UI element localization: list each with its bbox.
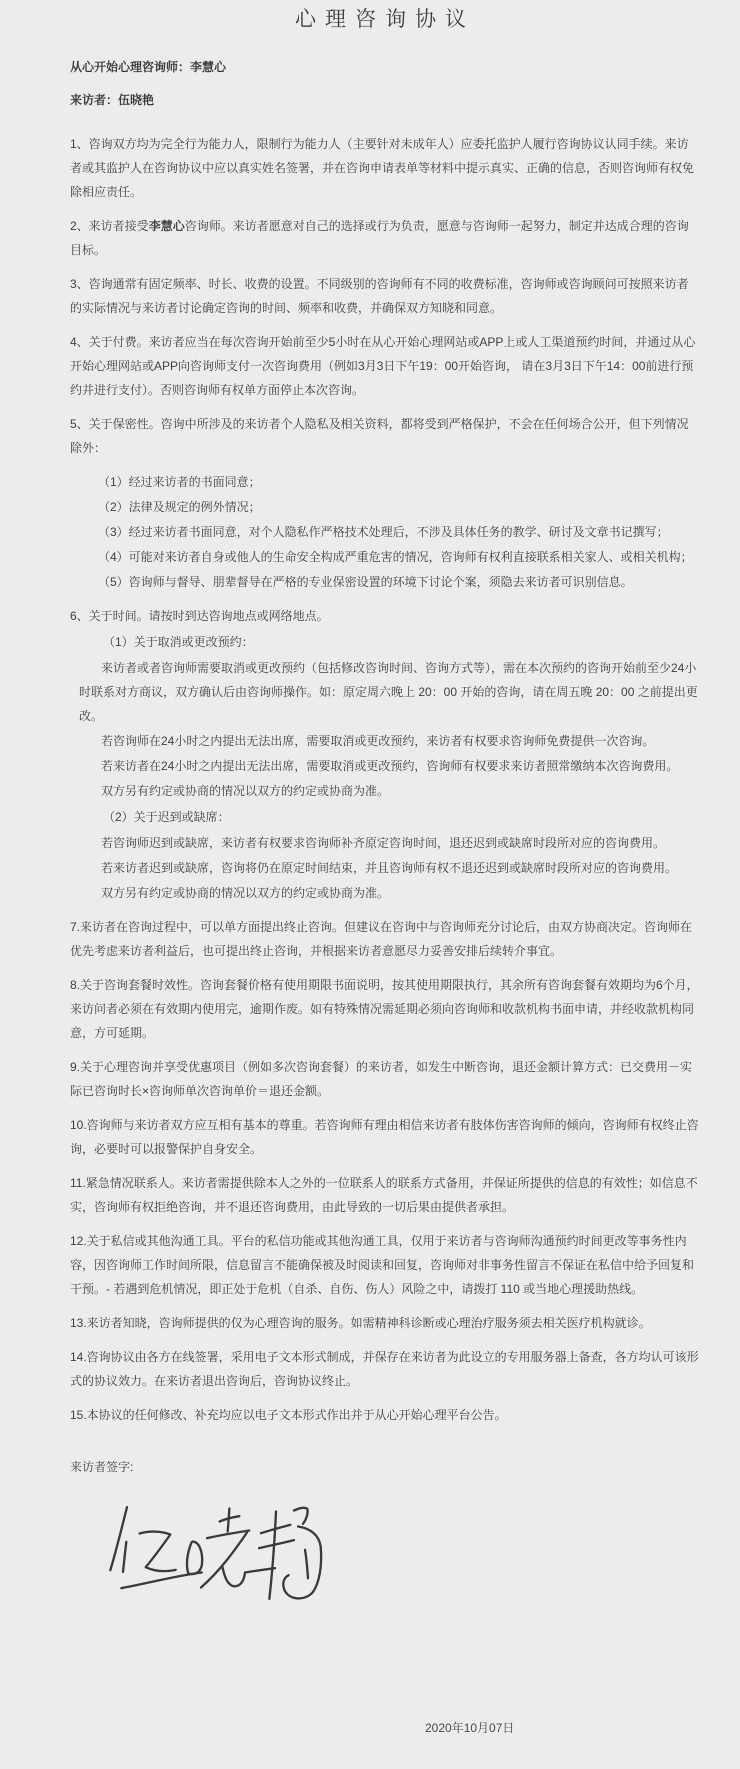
clause-14: 14.咨询协议由各方在线签署，采用电子文本形式制成，并保存在来访者为此设立的专用服务器上备查，各方均认可该形式的协议效力。在来访者退出咨询后，咨询协议终止。	[70, 1350, 699, 1388]
clause-1: 1、咨询双方均为完全行为能力人，限制行为能力人（主要针对未成年人）应委托监护人履行咨询协议认同手续。来访者或其监护人在咨询协议中应以真实姓名签署，并在咨询申请表单等材料中提示真实、正确的信息，否则咨询师有权免除相应责任。	[70, 137, 695, 199]
clause-6-sub1-p3: 若来访者在24小时之内提出无法出席，需要取消或更改预约，咨询师有权要求来访者照常缴纳本次咨询费用。	[101, 759, 679, 773]
clause-2-counselor-name: 李慧心	[148, 219, 185, 233]
clause-6-sub2-title: （2）关于迟到或缺席：	[103, 810, 230, 824]
clause-6-sub1-title: （1）关于取消或更改预约：	[103, 635, 254, 649]
clause-9: 9.关于心理咨询并享受优惠项目（例如多次咨询套餐）的来访者，如发生中断咨询，退还金额计算方式：已交费用－实际已咨询时长×咨询师单次咨询单价＝退还金额。	[70, 1060, 693, 1098]
clause-5-item-4: （4）可能对来访者自身或他人的生命安全构成严重危害的情况，咨询师有权利直接联系相关家人、或相关机构；	[98, 550, 693, 564]
clause-6-sub2-p2: 若来访者迟到或缺席，咨询将仍在原定时间结束，并且咨询师有权不退还迟到或缺席时段所对应的咨询费用。	[101, 861, 678, 875]
visitor-signature-image	[108, 1501, 328, 1608]
clause-13: 13.来访者知晓，咨询师提供的仅为心理咨询的服务。如需精神科诊断或心理治疗服务须去相关医疗机构就诊。	[70, 1316, 651, 1330]
clause-8: 8.关于咨询套餐时效性。咨询套餐价格有使用期限书面说明，按其使用期限执行，其余所有咨询套餐有效期均为6个月，来访问者必须在有效期内使用完，逾期作废。如有特殊情况需延期必须向咨询师和收款机构书面申请，并经收款机构同意，方可延期。	[70, 978, 699, 1040]
clause-6-sub1-p4: 双方另有约定或协商的情况以双方的约定或协商为准。	[101, 784, 390, 798]
clause-5-intro: 5、关于保密性。咨询中所涉及的来访者个人隐私及相关资料，都将受到严格保护，不会在任何场合公开，但下列情况除外：	[70, 417, 689, 455]
clause-3: 3、咨询通常有固定频率、时长、收费的设置。不同级别的咨询师有不同的收费标准，咨询师或咨询顾问可按照来访者的实际情况与来访者讨论确定咨询的时间、频率和收费，并确保双方知晓和同意。	[70, 277, 689, 315]
page-title: 心理咨询协议	[295, 8, 475, 31]
clause-5-item-5: （5）咨询师与督导、朋辈督导在严格的专业保密设置的环境下讨论个案，须隐去来访者可识别信息。	[98, 575, 633, 589]
clause-7: 7.来访者在咨询过程中，可以单方面提出终止咨询。但建议在咨询中与咨询师充分讨论后，由双方协商决定。咨询师在优先考虑来访者利益后，也可提出终止咨询，并根据来访者意愿尽力妥善安排后续转介事宜。	[70, 920, 693, 958]
clause-12: 12.关于私信或其他沟通工具。平台的私信功能或其他沟通工具，仅用于来访者与咨询师沟通预约时间更改等事务性内容，因咨询师工作时间所限，信息留言不能确保被及时阅读和回复，咨询师对非事务性留言不保证在私信中给予回复和干预。- 若遇到危机情况，即正处于危机（自杀、自伤、伤人）风险之中，请拨打 110 或当地心理援助热线。	[70, 1234, 695, 1296]
clause-4: 4、关于付费。来访者应当在每次咨询开始前至少5小时在从心开始心理网站或APP上或人工渠道预约时间，并通过从心开始心理网站或APP向咨询师支付一次咨询费用（例如3月3日下午19：00开始咨询， 请在3月3日下午14：00前进行预约并进行支付）。否则咨询师有权单方面停止本次咨询。	[70, 335, 696, 397]
visitor-signature-label: 来访者签字:	[70, 1460, 134, 1474]
clause-6-intro: 6、关于时间。请按时到达咨询地点或网络地点。	[70, 609, 329, 623]
clause-2-prefix: 2、来访者接受	[70, 219, 149, 233]
clause-2	[70, 214, 700, 262]
counselor-line: 从心开始心理咨询师：李慧心	[70, 60, 227, 74]
visitor-line: 来访者：伍晓艳	[70, 93, 155, 107]
clause-10: 10.咨询师与来访者双方应互相有基本的尊重。若咨询师有理由相信来访者有肢体伤害咨询师的倾向，咨询师有权终止咨询，必要时可以报警保护自身安全。	[70, 1118, 699, 1156]
clause-6-sub1-p1: 来访者或者咨询师需要取消或更改预约（包括修改咨询时间、咨询方式等），需在本次预约的咨询开始前至少24小时联系对方商议，双方确认后由咨询师操作。如：原定周六晚上 20：00 开始的咨询，请在周五晚 20：00 之前提出更改。	[79, 661, 698, 723]
clause-5-item-1: （1）经过来访者的书面同意；	[98, 475, 261, 489]
clause-11: 11.紧急情况联系人。来访者需提供除本人之外的一位联系人的联系方式备用，并保证所提供的信息的有效性；如信息不实，咨询师有权拒绝咨询，并不退还咨询费用，由此导致的一切后果由提供者承担。	[70, 1176, 698, 1214]
clause-5-item-3: （3）经过来访者书面同意，对个人隐私作严格技术处理后，不涉及具体任务的教学、研讨及文章书记撰写；	[98, 525, 669, 539]
clause-6-sub2-p1: 若咨询师迟到或缺席，来访者有权要求咨询师补齐原定咨询时间，退还迟到或缺席时段所对应的咨询费用。	[101, 836, 666, 850]
clause-6-sub2-p3: 双方另有约定或协商的情况以双方的约定或协商为准。	[101, 886, 390, 900]
clause-6-sub1-p2: 若咨询师在24小时之内提出无法出席，需要取消或更改预约，来访者有权要求咨询师免费提供一次咨询。	[101, 734, 655, 748]
clause-5-item-2: （2）法律及规定的例外情况；	[98, 500, 261, 514]
clause-15: 15.本协议的任何修改、补充均应以电子文本形式作出并于从心开始心理平台公告。	[70, 1408, 507, 1422]
document-date: 2020年10月07日	[425, 1721, 515, 1735]
clause-2-suffix: 咨询师。来访者愿意对自己的选择或行为负责，愿意与咨询师一起努力，制定并达成合理的咨询目标。	[70, 219, 689, 257]
